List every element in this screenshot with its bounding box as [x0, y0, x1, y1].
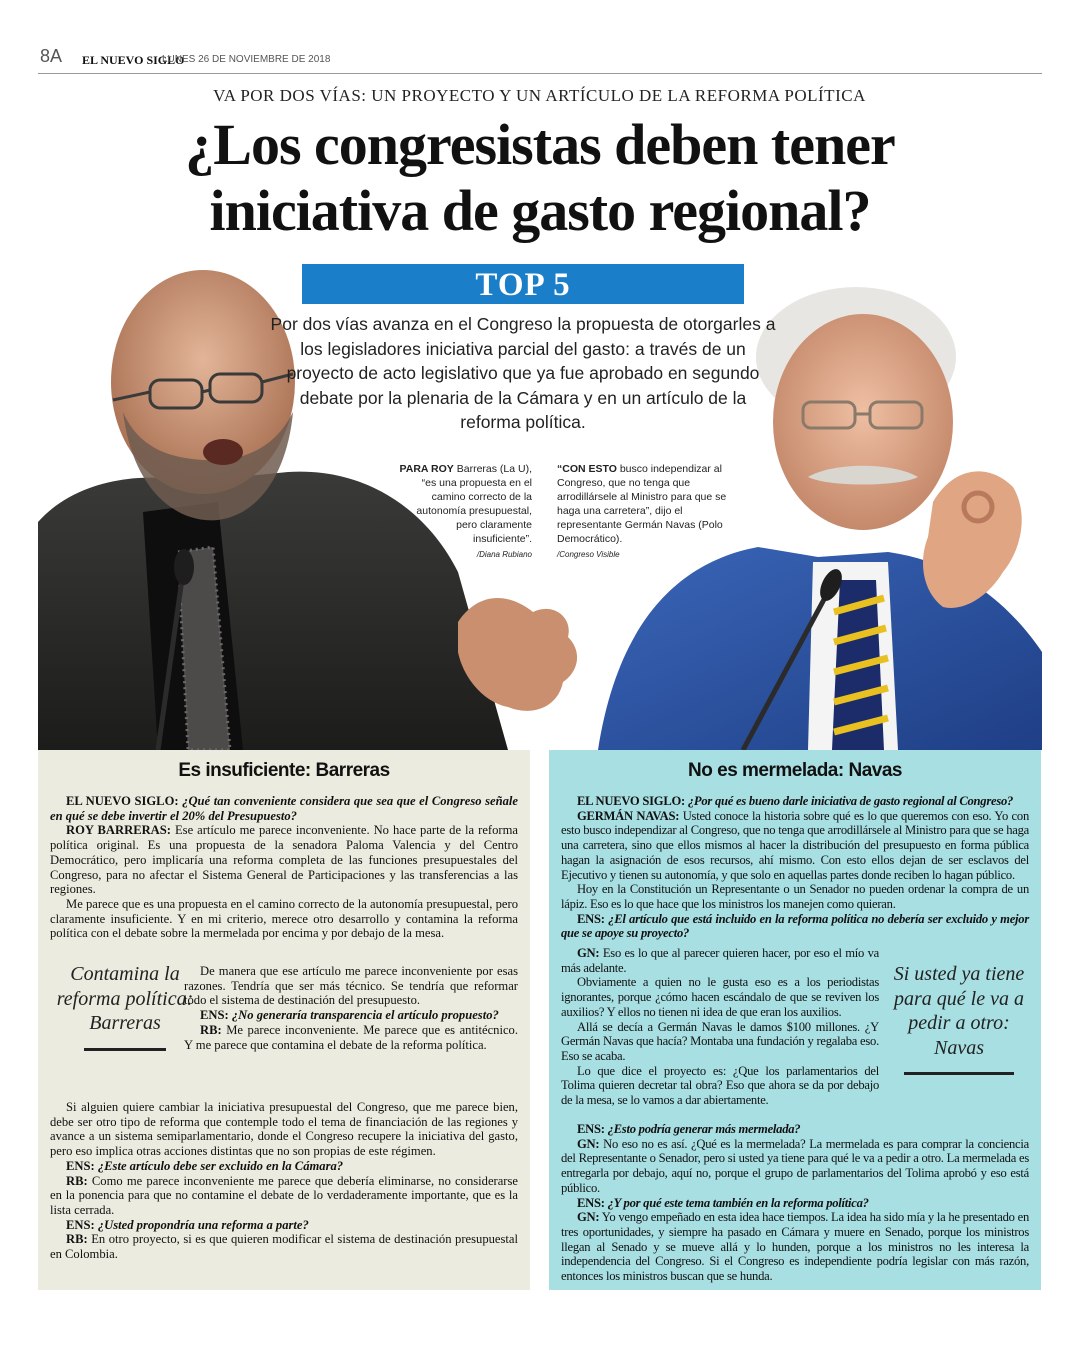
column-title-right: No es mermelada: Navas [688, 760, 902, 781]
article-body-left-mid [184, 964, 518, 1052]
question: ENS: ¿Este artículo debe ser excluido en la Cámara? [66, 1158, 344, 1173]
interview-barreras [38, 750, 530, 1290]
top-5-banner: TOP 5 [302, 264, 744, 304]
pull-quote-rule [84, 1048, 166, 1051]
issue-date: LUNES 26 DE NOVIEMBRE DE 2018 [162, 54, 331, 65]
caption-left-text: Barreras (La U), “es una propuesta en el camino correcto de la autonomía presupuestal, pero claramente insuficiente”. [416, 463, 532, 545]
pull-quote-rule [904, 1072, 1014, 1075]
article-body-right-top [561, 794, 1029, 941]
question: EL NUEVO SIGLO: ¿Por qué es bueno darle iniciativa de gasto regional al Congreso? [577, 794, 1014, 808]
interview-navas [549, 750, 1041, 1290]
paragraph: Me parece que es una propuesta en el camino correcto de la autonomía presupuestal, pero claramente insuficiente. Y en mi criterio, merece otro desarrollo y contamina la reforma política con el debate sobre la mermelada por encima y por debajo de la mesa. [50, 896, 518, 941]
paragraph: Hoy en la Constitución un Representante o un Senador no pueden ordenar la compra de un lápiz. Eso es lo que hace que los ministros los manejen como quieran. [561, 882, 1029, 911]
page-header [38, 44, 1042, 74]
article-body-left-bottom [50, 1100, 518, 1262]
answer: GN: Eso es lo que al parecer quieren hacer, por eso el mío va más adelante. [561, 946, 879, 975]
photo-credit-right: /Congreso Visible [557, 550, 620, 559]
article-body-left-top [50, 794, 518, 941]
caption-left [396, 462, 532, 562]
headline [60, 112, 1020, 244]
answer: RB: En otro proyecto, si es que quieren modificar el sistema de destinación presupuestal en Colombia. [50, 1232, 518, 1262]
answer: RB: Me parece inconveniente. Me parece que es antitécnico. Y me parece que contamina el debate de la reforma política. [184, 1022, 518, 1052]
paragraph: Obviamente a quien no le gusta eso es a los periodistas ignorantes, porque ¿cómo hacen escándalo de que se reviven los auxilios? Y ellos no tienen ni idea de que eran los auxilios. [561, 975, 879, 1019]
answer: ROY BARRERAS: Ese artículo me parece inconveniente. No hace parte de la reforma política original. Es una propuesta de la senadora Paloma Valencia y del Centro Democrático, pero implicaría una reforma completa de las funciones presupuestales del Congreso, para no afectar el Sistema General de Participaciones y las transferencias a las regiones. [50, 823, 518, 897]
caption-right-lead: “CON ESTO [557, 463, 617, 475]
paragraph: Allá se decía a Germán Navas le damos $100 millones. ¿Y Germán Navas que hacía? Montaba una fundación y regalaba eso. Eso se acaba. [561, 1019, 879, 1063]
pull-quote-right: Si usted ya tiene para qué le va a pedir a otro: Navas [889, 962, 1029, 1075]
question: ENS: ¿Esto podría generar más mermelada? [577, 1122, 801, 1136]
answer: RB: Como me parece inconveniente me parece que debería eliminarse, no considerarse en la ponencia para que no contamine el debate de lo verdaderamente importante, que es la lista cerrada. [50, 1173, 518, 1217]
question: ENS: ¿El artículo que está incluido en la reforma política no debería ser excluido y mejor que se apoye su proyecto? [561, 911, 1029, 941]
answer: GN: Yo vengo empeñado en esta idea hace tiempos. La idea ha sido mía y la he presentado en tres oportunidades, y siempre ha pasado en Cámara y muere en Senado, porque los ministros llegan al Senado y se mueve allá y lo hunden, porque a los ministros no les interesa la independencia del Congreso. Si el Congreso es independiente podría legislar con más razón, entonces los ministros buscan que se hunda. [561, 1210, 1029, 1284]
caption-right [557, 462, 727, 562]
question: EL NUEVO SIGLO: ¿Qué tan conveniente considera que sea que el Congreso señale en qué se debe invertir el 20% del Presupuesto? [50, 794, 518, 823]
pull-quote-left: Contamina la reforma política: Barreras [52, 962, 198, 1051]
page-number: 8A [40, 46, 63, 66]
paragraph: Lo que dice el proyecto es: ¿Que los parlamentarios del Tolima quieren decretar tal obra? Eso que ahora se da por debajo de la mesa, se lo vamos a dar abiertamente. [561, 1063, 879, 1108]
paragraph: De manera que ese artículo me parece inconveniente por esas razones. Tendría que ser más técnico. Se tendría que reformar todo el sistema de destinación del presupuesto. [184, 964, 518, 1008]
caption-right-text: busco independizar al Congreso, que no tenga que arrodillársele al Ministro para que se haga una carretera”, dijo el representante Germán Navas (Polo Democrático). [557, 463, 727, 545]
headline-line-2: iniciativa de gasto regional? [209, 178, 871, 243]
answer: GN: No eso no es así. ¿Qué es la mermelada? La mermelada es para comprar la conciencia del Representante o Senador, pero si usted ya tiene para qué le va a pedir a otro. La mermelada es entregarla por debajo, aquí no, porque el grupo de parlamentarios del Tolima aprobó y eso está público. [561, 1136, 1029, 1195]
paragraph: Si alguien quiere cambiar la iniciativa presupuestal del Congreso, que me parece bien, debe ser otro tipo de reforma que contemple todo el tema de financiación de las regiones y avance a un sistema semiparlamentario, donde el Congreso recupere la iniciativa del gasto, pero eso implica otras acciones distintas que no son propias de este régimen. [50, 1100, 518, 1159]
intro-text: Por dos vías avanza en el Congreso la propuesta de otorgarles a los legisladores iniciativa parcial del gasto: a través de un proyecto de acto legislativo que ya fue aprobado en segundo debate por la plenaria de la Cámara y en un artículo de la reforma política. [270, 314, 776, 432]
question: ENS: ¿No generaría transparencia el artículo propuesto? [200, 1008, 499, 1023]
headline-line-1: ¿Los congresistas deben tener [185, 112, 895, 177]
answer: GERMÁN NAVAS: Usted conoce la historia sobre qué es lo que queremos con eso. Yo con esto busco independizar al Congreso, que no tenga que arrodillársele al Ministro para que se haga una carretera, sino que ellos mismos al hacer la distribución del presupuesto en forma pública hagan la asignación de esos recursos, ahí mismo. Con esto ellos dejan de ser esclavos del Ejecutivo y tienen su autonomía, y que solo en aquellas partes donde reciben lo hagan público. [561, 808, 1029, 882]
article-body-right-mid [561, 946, 879, 1108]
article-body-right-bottom [561, 1122, 1029, 1284]
kicker: VA POR DOS VÍAS: UN PROYECTO Y UN ARTÍCULO DE LA REFORMA POLÍTICA [213, 86, 866, 105]
question: ENS: ¿Y por qué este tema también en la reforma política? [577, 1195, 869, 1210]
photo-credit-left: /Diana Rubiano [476, 550, 532, 559]
masthead: EL NUEVO SIGLO [82, 53, 185, 67]
question: ENS: ¿Usted propondría una reforma a parte? [66, 1217, 309, 1232]
column-title-left: Es insuficiente: Barreras [178, 760, 390, 781]
caption-left-lead: PARA ROY [399, 463, 454, 475]
